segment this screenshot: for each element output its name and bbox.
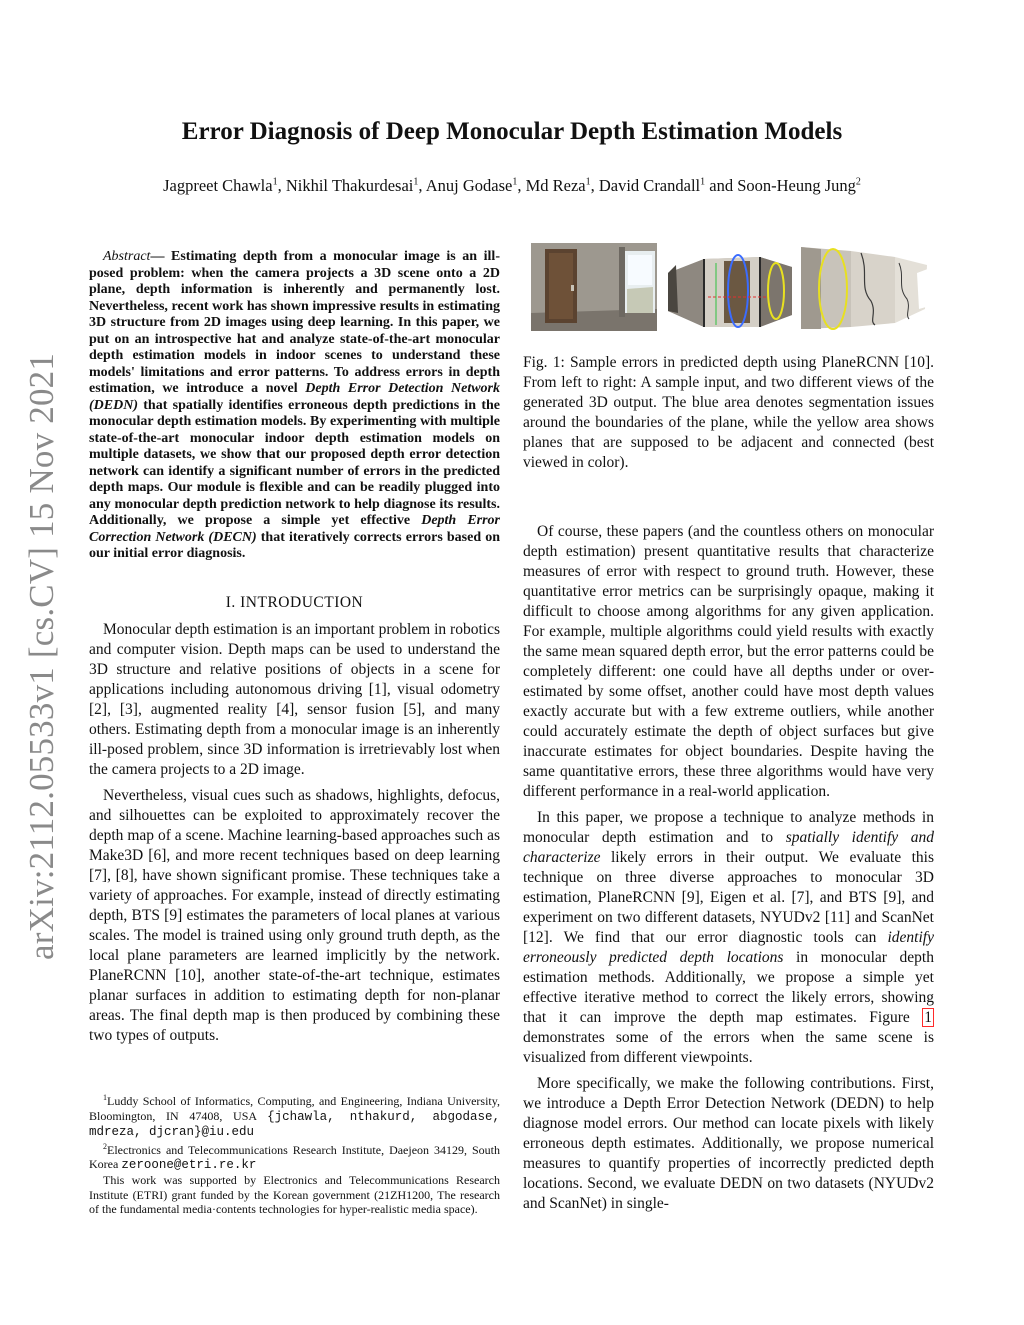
figure-1	[531, 243, 934, 331]
author-separator: ,	[277, 176, 286, 195]
footnote-text: Electronics and Telecommunications Research Institute, Daejeon 34129, South Korea	[89, 1142, 500, 1172]
footnote-affiliation-1	[89, 1091, 500, 1140]
abstract-text: — Estimating depth from a monocular image is an ill-posed problem: when the camera projects a 3D scene onto a 2D plane, depth information is inherently and permanently lost. Nevertheless, recent work has shown impressive results in estimating 3D structure from 2D images using deep learning. In this paper, we put on an introspective hat and analyze state-of-the-art monocular depth estimation models in indoor scenes to understand these models' limitations and error patterns. To address errors in depth estimation, we introduce a novel	[89, 249, 500, 396]
author-affiliation: 1	[585, 176, 591, 188]
figure-caption: Fig. 1: Sample errors in predicted depth using PlaneRCNN [10]. From left to right: A sample input, and two different views of the generated 3D output. The blue area denotes segmentation issues around the boundaries of the plane, while the yellow area shows planes that are supposed to be adjacent and connected (best viewed in color).	[523, 354, 934, 471]
author-affiliation: 1	[512, 176, 518, 188]
emphasis: identify erroneously predicted depth locations	[523, 929, 934, 966]
author: Soon-Heung Jung	[737, 176, 856, 195]
figure-input-image	[531, 243, 657, 331]
author-email: zeroone@etri.re.kr	[121, 1158, 257, 1173]
author-separator: ,	[418, 176, 426, 195]
figure-1-link[interactable]: 1	[924, 1009, 932, 1026]
footnote-text: Luddy School of Informatics, Computing, and Engineering, Indiana University, Bloomington, IN 47408, USA	[89, 1094, 500, 1123]
paragraph-text: demonstrates some of the errors when the same scene is visualized from different viewpoints.	[523, 1029, 934, 1066]
figure-3d-view-1	[664, 243, 794, 331]
paragraph	[523, 808, 934, 1068]
arxiv-identifier: arXiv:2112.05533v1 [cs.CV] 15 Nov 2021	[22, 352, 61, 960]
paragraph-text: in monocular depth estimation methods. Additionally, we propose a simple yet effective iterative method to correct the likely errors, showing that it can improve the depth map estimates. Figure	[523, 949, 934, 1026]
author: Nikhil Thakurdesai	[285, 176, 414, 195]
author-affiliation: 1	[413, 176, 419, 188]
emphasis: spatially identify and characterize	[523, 829, 934, 866]
author-emails: {jchawla, nthakurd, abgodase, mdreza, djcran}@iu.edu	[89, 1109, 500, 1140]
author-separator: and	[705, 176, 738, 195]
footnotes	[89, 1091, 500, 1217]
abstract-text: that iteratively corrects errors based on our initial error diagnosis.	[89, 529, 500, 561]
footnote-mark: 2	[103, 1141, 107, 1151]
author-separator: ,	[590, 176, 599, 195]
section-heading: I. INTRODUCTION	[225, 594, 364, 611]
funding-note: This work was supported by Electronics and Telecommunications Research Institute (ETRI) grant funded by the Korean government (21ZH1200, The research of the fundamental media·contents technologies for hyper-realistic media space).	[89, 1172, 500, 1217]
author-affiliation: 1	[272, 176, 278, 188]
decn-term: Depth Error Correction Network (DECN)	[89, 513, 500, 545]
paragraph-text: likely errors in their output. We evaluate this technique on three diverse approaches to monocular 3D estimation, PlaneRCNN [9], Eigen et al. [7], and BTS [9], and experiment on two different datasets, NYUDv2 [11] and ScanNet [12]. We find that our error diagnostic tools can	[523, 849, 934, 946]
abstract	[89, 249, 500, 563]
author-list	[0, 176, 1024, 196]
abstract-label: Abstract	[103, 249, 151, 264]
author-affiliation: 1	[700, 176, 706, 188]
author: Jagpreet Chawla	[163, 176, 273, 195]
author-separator: ,	[517, 176, 526, 195]
author: Md Reza	[525, 176, 586, 195]
page-title: Error Diagnosis of Deep Monocular Depth Estimation Models	[181, 118, 843, 145]
author: Anuj Godase	[425, 176, 513, 195]
paragraph: Monocular depth estimation is an important problem in robotics and computer vision. Depth maps can be used to understand the 3D structure and relative positions of objects in a scene for applications including autonomous driving [1], visual odometry [2], [3], augmented reality [4], sensor fusion [5], and many others. Estimating depth from a monocular image is an inherently ill-posed problem, since 3D information is irretrievably lost when the camera projects to a 2D image.	[89, 621, 500, 778]
figure-3d-view-2	[799, 243, 934, 331]
paragraph-text: In this paper, we propose a technique to analyze methods in monocular depth estimation and to	[523, 809, 934, 846]
paragraph: Nevertheless, visual cues such as shadows, highlights, defocus, and silhouettes can be exploited to approximately recover the depth map of a scene. Machine learning-based approaches such as Make3D [6], and more recent techniques based on deep learning [7], [8], have shown significant promise. These techniques take a variety of approaches. For example, instead of directly estimating depth, BTS [9] estimates the parameters of local planes at various scales. The model is trained using only ground truth depth, as the local plane parameters are learned implicitly by the network. PlaneRCNN [10], another state-of-the-art technique, estimates planar surfaces in addition to estimating depth for non-planar areas. The final depth map is then produced by combining these two types of outputs.	[89, 787, 500, 1044]
footnote-mark: 1	[103, 1093, 107, 1102]
left-column-body	[89, 620, 500, 1046]
dedn-term: Depth Error Detection Network (DEDN)	[89, 381, 500, 413]
right-column-body	[523, 522, 934, 1214]
abstract-text: that spatially identifies erroneous depth predictions in the monocular depth estimation models. By experimenting with multiple state-of-the-art monocular indoor depth estimation models on multiple datasets, we show that our proposed depth error detection network can identify a significant number of errors in the predicted depth maps. Our module is flexible and can be readily plugged into any monocular depth prediction network to help diagnose its results. Additionally, we propose a simple yet effective	[89, 397, 500, 528]
footnote-affiliation-2	[89, 1140, 500, 1173]
paragraph: Of course, these papers (and the countless others on monocular depth estimation) present quantitative results that characterize measures of error with respect to ground truth. However, these quantitative error metrics can be surprisingly opaque, making it difficult to choose among algorithms for any given application. For example, multiple algorithms could yield results with exactly the same mean squared depth error, but the error patterns could be completely different: one could have all depths under or over-estimated by some offset, another could have most depth values exactly accurate but with a few extreme outliers, while another could accurately estimate the depth of object surfaces but give inaccurate estimates for object boundaries. Despite having the same quantitative errors, these three algorithms would have very different performance in a real-world application.	[523, 523, 934, 800]
author-affiliation: 2	[855, 176, 861, 188]
author: David Crandall	[598, 176, 701, 195]
paragraph: More specifically, we make the following contributions. First, we introduce a Depth Error Detection Network (DEDN) to help diagnose model errors. Our method can locate pixels with likely erroneous depth estimates. Additionally, we propose numerical measures to quantify properties of incorrectly predicted depth locations. Second, we evaluate DEDN on two datasets (NYUDv2 and ScanNet) in single-	[523, 1075, 934, 1212]
